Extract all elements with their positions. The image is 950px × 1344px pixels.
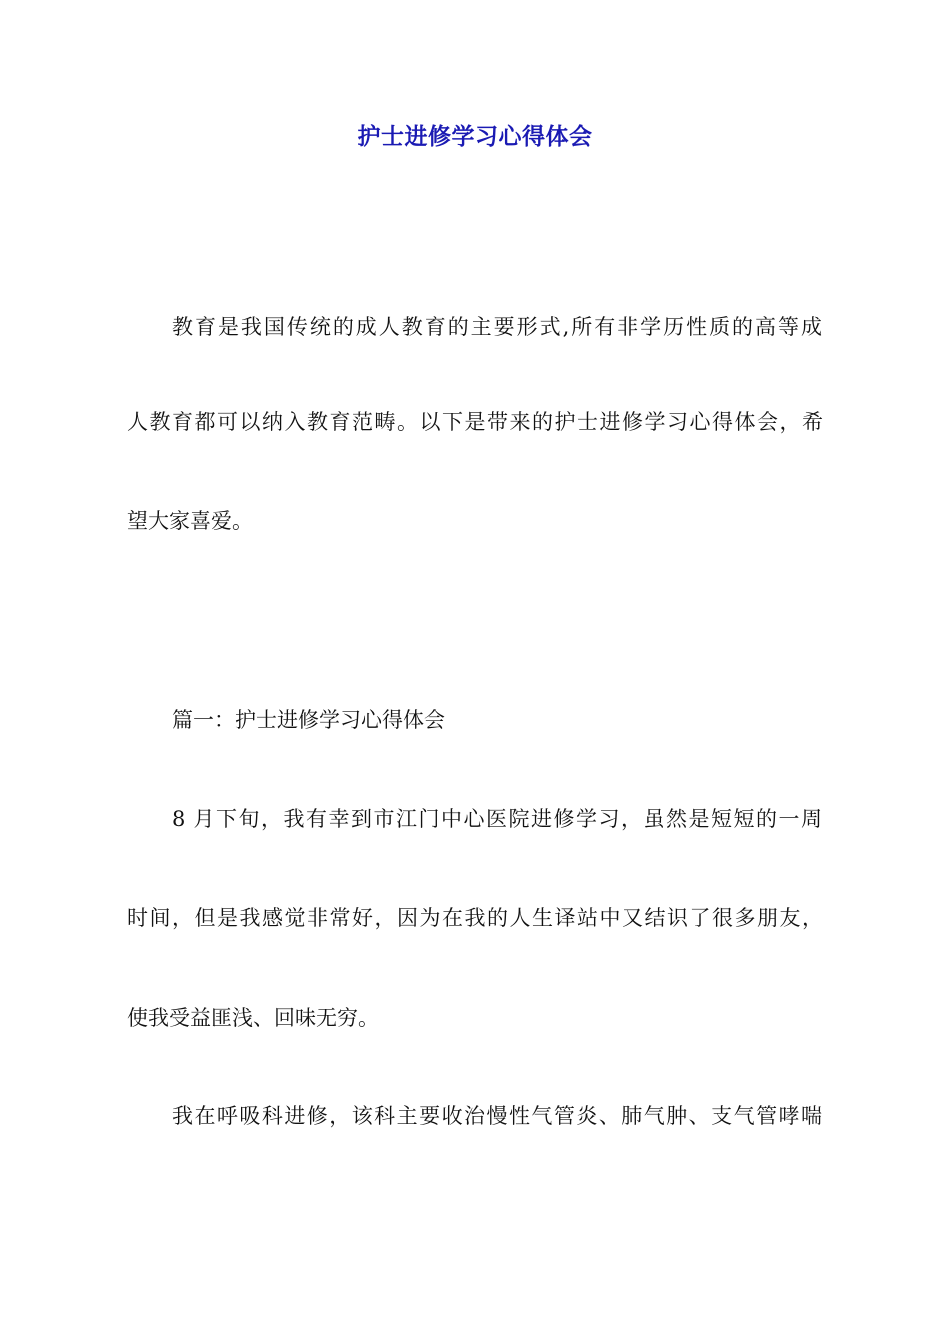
paragraph-line: 8 月下旬，我有幸到市江门中心医院进修学习，虽然是短短的一周 — [172, 807, 822, 831]
paragraph-line: 教育是我国传统的成人教育的主要形式,所有非学历性质的高等成 — [172, 315, 822, 339]
paragraph-line: 望大家喜爱。 — [127, 509, 253, 533]
paragraph-line: 人教育都可以纳入教育范畴。以下是带来的护士进修学习心得体会，希 — [127, 410, 823, 434]
paragraph-line: 我在呼吸科进修，该科主要收治慢性气管炎、肺气肿、支气管哮喘 — [172, 1104, 822, 1128]
paragraph-line: 时间，但是我感觉非常好，因为在我的人生译站中又结识了很多朋友， — [127, 906, 823, 930]
paragraph-line: 使我受益匪浅、回味无穷。 — [127, 1006, 379, 1030]
document-title: 护士进修学习心得体会 — [357, 124, 593, 150]
section-heading: 篇一：护士进修学习心得体会 — [172, 708, 445, 732]
